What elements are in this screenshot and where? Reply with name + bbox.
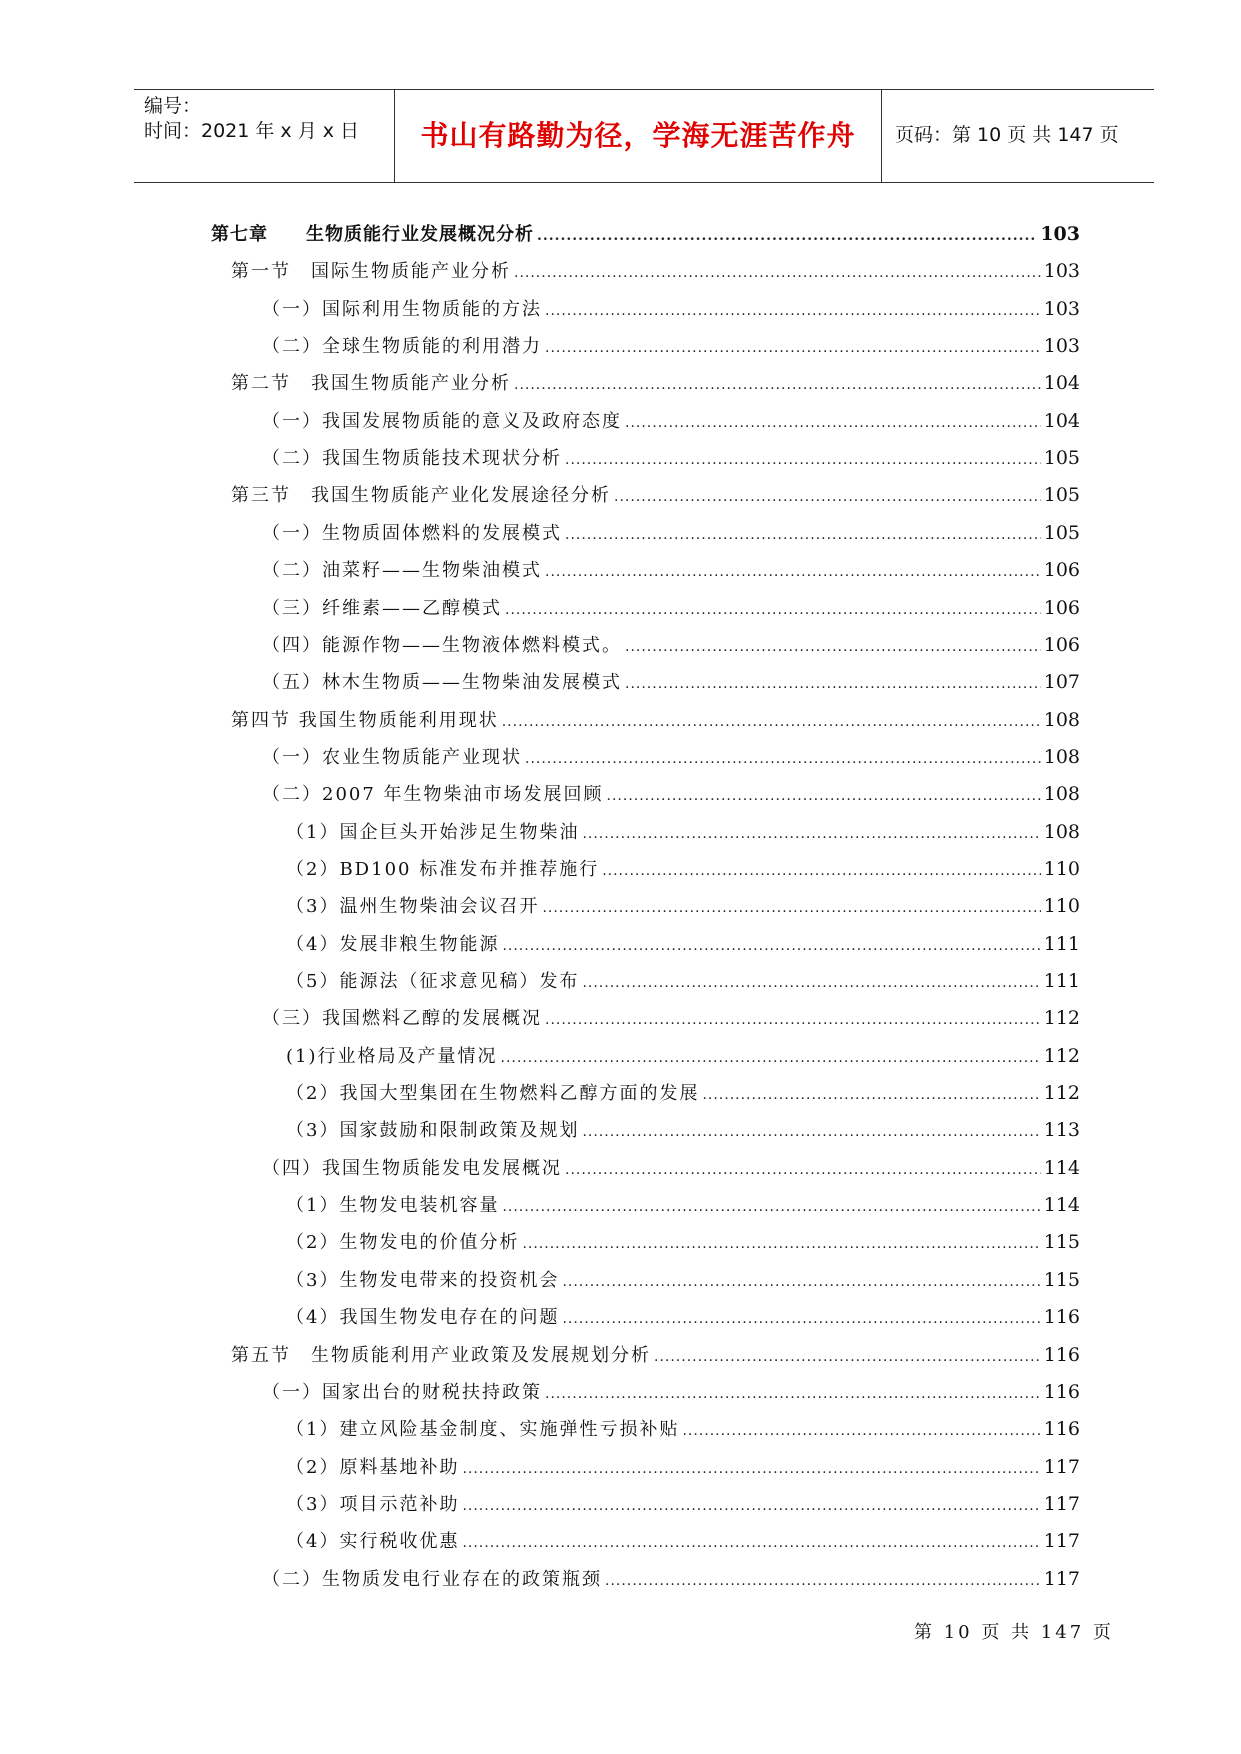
- toc-entry[interactable]: [211, 219, 1080, 249]
- toc-entry-title: （二）全球生物质能的利用潜力: [262, 336, 542, 358]
- toc-entry[interactable]: [262, 1003, 1080, 1033]
- toc-entry[interactable]: [231, 705, 1080, 735]
- toc-entry-page: 112: [1043, 1007, 1080, 1030]
- toc-leader-dots: [582, 967, 1040, 998]
- toc-entry-page: 116: [1043, 1418, 1080, 1441]
- toc-entry[interactable]: [286, 1041, 1080, 1071]
- toc-leader-dots: [525, 743, 1041, 774]
- toc-leader-dots: [565, 1154, 1041, 1185]
- toc-leader-dots: [565, 444, 1041, 475]
- header-motto: 书山有路勤为径，学海无涯苦作舟: [420, 119, 856, 152]
- toc-leader-dots: [582, 1116, 1040, 1147]
- toc-entry-title: （2）BD100 标准发布并推荐施行: [286, 858, 600, 880]
- toc-leader-dots: [462, 1490, 1040, 1521]
- toc-entry-title: （二）2007 年生物柴油市场发展回顾: [262, 784, 604, 806]
- toc-entry-title: （一）生物质固体燃料的发展模式: [262, 522, 562, 544]
- toc-entry[interactable]: [286, 966, 1080, 996]
- toc-leader-dots: [562, 1266, 1040, 1297]
- toc-entry-page: 113: [1043, 1119, 1080, 1142]
- toc-entry-page: 108: [1043, 708, 1080, 731]
- toc-entry-title: （二）生物质发电行业存在的政策瓶颈: [262, 1568, 602, 1590]
- toc-entry-page: 114: [1043, 1156, 1080, 1179]
- toc-entry-title: （三）纤维素——乙醇模式: [262, 597, 502, 619]
- toc-entry[interactable]: [286, 1078, 1080, 1108]
- toc-entry-title: （三）我国燃料乙醇的发展概况: [262, 1008, 542, 1030]
- toc-entry[interactable]: [262, 406, 1080, 436]
- toc-leader-dots: [462, 1453, 1040, 1484]
- toc-entry-page: 112: [1043, 1044, 1080, 1067]
- toc-leader-dots: [625, 407, 1041, 438]
- toc-entry-title: （四）我国生物质能发电发展概况: [262, 1157, 562, 1179]
- toc-entry-page: 117: [1043, 1455, 1080, 1478]
- toc-entry[interactable]: [286, 891, 1080, 921]
- toc-entry[interactable]: [262, 294, 1080, 324]
- toc-entry-title: （3）生物发电带来的投资机会: [286, 1269, 560, 1291]
- doc-number-label: 编号：: [144, 95, 202, 117]
- toc-leader-dots: [542, 892, 1040, 923]
- toc-entry-title: （2）我国大型集团在生物燃料乙醇方面的发展: [286, 1083, 700, 1105]
- toc-entry-page: 112: [1043, 1082, 1080, 1105]
- toc-entry-title: （4）我国生物发电存在的问题: [286, 1307, 560, 1329]
- toc-leader-dots: [562, 1303, 1040, 1334]
- toc-leader-dots: [702, 1079, 1040, 1110]
- toc-leader-dots: [582, 818, 1040, 849]
- toc-entry-page: 110: [1043, 895, 1080, 918]
- toc-entry-page: 105: [1043, 521, 1080, 544]
- toc-leader-dots: [514, 369, 1041, 400]
- toc-entry[interactable]: [286, 1452, 1080, 1482]
- toc-entry-page: 115: [1043, 1268, 1080, 1291]
- toc-entry-title: （1）生物发电装机容量: [286, 1195, 500, 1217]
- toc-entry[interactable]: [262, 1564, 1080, 1594]
- toc-entry[interactable]: [286, 854, 1080, 884]
- toc-entry-title: （五）林木生物质——生物柴油发展模式: [262, 672, 622, 694]
- toc-entry-page: 117: [1043, 1492, 1080, 1515]
- page-footer: 第 10 页 共 147 页: [914, 1622, 1114, 1643]
- toc-leader-dots: [682, 1415, 1040, 1446]
- toc-entry-title: （1）国企巨头开始涉足生物柴油: [286, 821, 580, 843]
- toc-entry[interactable]: [286, 1115, 1080, 1145]
- toc-entry-page: 108: [1043, 745, 1080, 768]
- toc-entry-page: 115: [1043, 1231, 1080, 1254]
- toc-entry-title: 第二节 我国生物质能产业分析: [231, 373, 511, 395]
- toc-entry-title: （一）农业生物质能产业现状: [262, 746, 522, 768]
- toc-entry[interactable]: [231, 480, 1080, 510]
- toc-leader-dots: [537, 220, 1037, 251]
- toc-leader-dots: [545, 556, 1041, 587]
- toc-leader-dots: [654, 1341, 1041, 1372]
- toc-entry-page: 117: [1043, 1530, 1080, 1553]
- toc-leader-dots: [502, 930, 1040, 961]
- toc-entry[interactable]: [262, 1153, 1080, 1183]
- toc-leader-dots: [565, 519, 1041, 550]
- toc-entry[interactable]: [286, 1489, 1080, 1519]
- toc-leader-dots: [602, 855, 1041, 886]
- toc-leader-dots: [462, 1527, 1040, 1558]
- toc-entry-page: 105: [1043, 484, 1080, 507]
- toc-leader-dots: [605, 1565, 1041, 1596]
- toc-entry[interactable]: [262, 742, 1080, 772]
- toc-entry-title: （四）能源作物——生物液体燃料模式。: [262, 634, 622, 656]
- toc-entry[interactable]: [286, 1227, 1080, 1257]
- toc-leader-dots: [625, 631, 1041, 662]
- toc-leader-dots: [614, 481, 1041, 512]
- toc-entry-title: （1）建立风险基金制度、实施弹性亏损补贴: [286, 1419, 680, 1441]
- toc-leader-dots: [501, 1042, 1041, 1073]
- toc-entry-title: (1)行业格局及产量情况: [286, 1045, 498, 1067]
- toc-entry-title: （2）原料基地补助: [286, 1456, 460, 1478]
- toc-entry-title: （一）我国发展物质能的意义及政府态度: [262, 410, 622, 432]
- toc-entry-title: 第三节 我国生物质能产业化发展途径分析: [231, 485, 611, 507]
- toc-entry-page: 117: [1043, 1567, 1080, 1590]
- toc-leader-dots: [514, 257, 1041, 288]
- toc-entry-title: 第五节 生物质能利用产业政策及发展规划分析: [231, 1344, 651, 1366]
- toc-entry-page: 108: [1043, 783, 1080, 806]
- toc-entry-page: 103: [1040, 223, 1080, 245]
- toc-entry-page: 106: [1043, 633, 1080, 656]
- toc-leader-dots: [545, 1004, 1041, 1035]
- toc-leader-dots: [502, 1191, 1040, 1222]
- toc-entry[interactable]: [262, 518, 1080, 548]
- header-page-info: 页码：第 10 页 共 147 页: [895, 124, 1119, 146]
- toc-leader-dots: [607, 780, 1041, 811]
- toc-entry-page: 116: [1043, 1380, 1080, 1403]
- toc-entry-title: （一）国际利用生物质能的方法: [262, 298, 542, 320]
- toc-entry-page: 103: [1043, 297, 1080, 320]
- toc-entry[interactable]: [286, 1265, 1080, 1295]
- toc-entry-page: 104: [1043, 409, 1080, 432]
- toc-entry-title: 第四节 我国生物质能利用现状: [231, 709, 499, 731]
- toc-entry[interactable]: [286, 929, 1080, 959]
- toc-entry-title: （一）国家出台的财税扶持政策: [262, 1381, 542, 1403]
- toc-entry[interactable]: [262, 630, 1080, 660]
- toc-entry-page: 111: [1043, 970, 1080, 992]
- toc-entry-page: 111: [1043, 932, 1080, 955]
- toc-entry-page: 108: [1043, 820, 1080, 843]
- toc-entry-title: （3）项目示范补助: [286, 1493, 460, 1515]
- toc-entry[interactable]: [286, 1414, 1080, 1444]
- toc-entry-title: （4）实行税收优惠: [286, 1531, 460, 1553]
- toc-entry[interactable]: [262, 779, 1080, 809]
- toc-leader-dots: [502, 706, 1041, 737]
- toc-entry[interactable]: [231, 1340, 1080, 1370]
- toc-entry[interactable]: [286, 1190, 1080, 1220]
- toc-leader-dots: [545, 295, 1041, 326]
- toc-entry-title: （4）发展非粮生物能源: [286, 933, 500, 955]
- toc-entry-title: （2）生物发电的价值分析: [286, 1232, 520, 1254]
- toc-entry[interactable]: [262, 331, 1080, 361]
- toc-entry-title: （二）我国生物质能技术现状分析: [262, 448, 562, 470]
- toc-entry-page: 106: [1043, 596, 1080, 619]
- toc-entry-page: 107: [1043, 671, 1080, 694]
- toc-entry-page: 103: [1043, 260, 1080, 283]
- toc-entry-title: 第七章 生物质能行业发展概况分析: [211, 224, 534, 245]
- toc-entry[interactable]: [262, 443, 1080, 473]
- toc-entry-page: 103: [1043, 335, 1080, 358]
- toc-entry[interactable]: [286, 1302, 1080, 1332]
- doc-time-label: 时间：2021 年 x 月 x 日: [144, 120, 360, 142]
- toc-entry[interactable]: [262, 593, 1080, 623]
- toc-entry-page: 105: [1043, 447, 1080, 470]
- toc-leader-dots: [545, 1378, 1041, 1409]
- toc-entry[interactable]: [286, 817, 1080, 847]
- toc-leader-dots: [545, 332, 1041, 363]
- toc-entry-title: 第一节 国际生物质能产业分析: [231, 261, 511, 283]
- toc-entry[interactable]: [262, 667, 1080, 697]
- toc-entry[interactable]: [262, 555, 1080, 585]
- toc-entry[interactable]: [286, 1526, 1080, 1556]
- toc-entry-title: （3）国家鼓励和限制政策及规划: [286, 1120, 580, 1142]
- toc-entry-page: 104: [1043, 372, 1080, 395]
- toc-entry-title: （5）能源法（征求意见稿）发布: [286, 971, 580, 992]
- toc-entry-page: 110: [1043, 857, 1080, 880]
- toc-leader-dots: [505, 594, 1041, 625]
- toc-entry[interactable]: [231, 256, 1080, 286]
- toc-entry[interactable]: [262, 1377, 1080, 1407]
- toc-entry-page: 114: [1043, 1194, 1080, 1217]
- toc-entry-page: 116: [1043, 1306, 1080, 1329]
- toc-entry-title: （二）油菜籽——生物柴油模式: [262, 560, 542, 582]
- toc-leader-dots: [522, 1228, 1040, 1259]
- toc-entry-title: （3）温州生物柴油会议召开: [286, 896, 540, 918]
- toc-entry-page: 106: [1043, 559, 1080, 582]
- toc-entry[interactable]: [231, 368, 1080, 398]
- toc-leader-dots: [625, 668, 1041, 699]
- toc-entry-page: 116: [1043, 1343, 1080, 1366]
